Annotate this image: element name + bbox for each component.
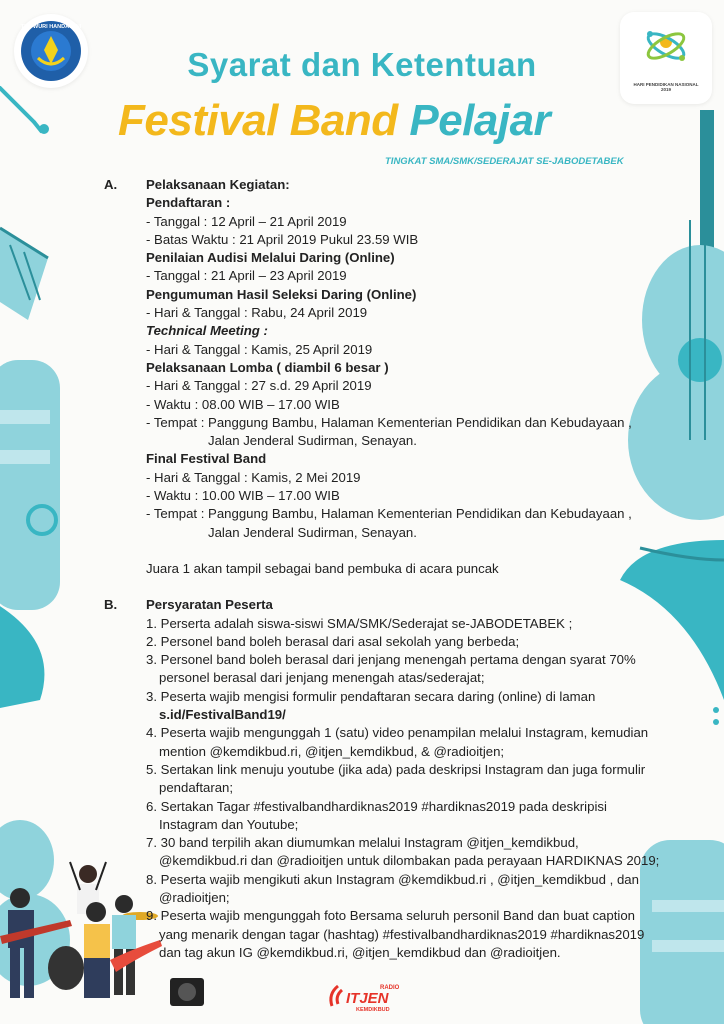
requirement-8-cont: @radioitjen; <box>159 889 230 905</box>
final-title: Final Festival Band <box>146 451 267 467</box>
competition-title: Pelaksanaan Lomba ( diambil 6 besar ) <box>146 359 389 375</box>
announcement-date: - Hari & Tanggal : Rabu, 24 April 2019 <box>146 305 368 321</box>
registration-title: Pendaftaran : <box>146 195 231 211</box>
section-b <box>104 596 664 962</box>
requirement-6: 6. Sertakan Tagar #festivalbandhardiknas2019 #hardiknas2019 pada deskripisi <box>146 798 607 814</box>
registration-link: s.id/FestivalBand19/ <box>159 707 286 723</box>
audition-title: Penilaian Audisi Melalui Daring (Online) <box>146 250 395 266</box>
requirement-9: 9. Peserta wajib mengunggah foto Bersama seluruh personil Band dan buat caption <box>146 908 635 924</box>
requirement-3-cont: personel berasal dari jenjang menengah atas/sederajat; <box>159 670 485 686</box>
requirement-4-cont: mention @kemdikbud.ri, @itjen_kemdikbud, & @radioitjen; <box>159 743 505 759</box>
festival-subtitle: TINGKAT SMA/SMK/SEDERAJAT SE-JABODETABEK <box>385 156 624 167</box>
technical-title: Technical Meeting : <box>146 323 268 339</box>
hardiknas-caption-year: 2019 <box>660 87 671 92</box>
terms-content <box>104 176 664 962</box>
section-a-heading: Pelaksanaan Kegiatan: <box>146 177 290 192</box>
festival-title <box>118 96 550 146</box>
competition-time: - Waktu : 08.00 WIB – 17.00 WIB <box>146 396 340 412</box>
logo-motto-text: TUT WURI HANDAYANI <box>20 24 82 30</box>
requirement-1: 1. Perserta adalah siswa-siswi SMA/SMK/Sederajat se-JABODETABEK ; <box>146 615 573 631</box>
radio-brand: ITJEN <box>346 990 389 1007</box>
final-date: - Hari & Tanggal : Kamis, 2 Mei 2019 <box>146 469 361 485</box>
requirement-8: 8. Peserta wajib mengikuti akun Instagram @kemdikbud.ri , @itjen_kemdikbud , dan <box>146 871 639 887</box>
requirement-4: 4. Peserta wajib mengunggah 1 (satu) video penampilan melalui Instagram, kemudian <box>146 725 649 741</box>
requirement-7-cont: @kemdikbud.ri dan @radioitjen untuk dilombakan pada perayaan HARDIKNAS 2019; <box>159 853 660 869</box>
requirement-5: 5. Sertakan link menuju youtube (jika ada) pada deskripsi Instagram dan juga formulir <box>146 761 646 777</box>
competition-date: - Hari & Tanggal : 27 s.d. 29 April 2019 <box>146 378 372 394</box>
festival-title-word3: Pelajar <box>409 96 551 145</box>
radio-label: RADIO <box>380 985 400 991</box>
section-b-letter: B. <box>104 597 118 613</box>
drum-icon <box>0 228 48 320</box>
final-place-cont: Jalan Jenderal Sudirman, Senayan. <box>208 524 417 540</box>
requirement-7: 7. 30 band terpilih akan diumumkan melalui Instagram @itjen_kemdikbud, <box>146 835 579 851</box>
section-b-heading: Persyaratan Peserta <box>146 597 273 613</box>
drumstick-icon <box>0 88 49 134</box>
audition-date: - Tanggal : 21 April – 23 April 2019 <box>146 268 347 284</box>
registration-deadline: - Batas Waktu : 21 April 2019 Pukul 23.59 WIB <box>146 231 419 247</box>
requirement-9-cont2: dan tag akun IG @kemdikbud.ri, @itjen_kemdikbud dan @radioitjen. <box>159 944 561 960</box>
section-a-letter: A. <box>104 177 118 192</box>
radio-sub: KEMDIKBUD <box>356 1007 390 1013</box>
requirement-3b: 3. Peserta wajib mengisi formulir pendaftaran secara daring (online) di laman <box>146 688 596 704</box>
page-title: Syarat dan Ketentuan <box>187 46 537 83</box>
requirement-2: 2. Personel band boleh berasal dari asal sekolah yang berbeda; <box>146 633 520 649</box>
radio-itjen-logo <box>324 976 404 1016</box>
section-a-body <box>146 176 664 578</box>
hardiknas-caption-line1: HARI PENDIDIKAN NASIONAL <box>633 82 699 87</box>
final-place: - Tempat : Panggung Bambu, Halaman Kementerian Pendidikan dan Kebudayaan , <box>146 506 632 522</box>
festival-title-word2: Band <box>289 96 398 145</box>
section-b-body <box>146 596 664 962</box>
winner-note: Juara 1 akan tampil sebagai band pembuka di acara puncak <box>146 560 499 576</box>
competition-place-cont: Jalan Jenderal Sudirman, Senayan. <box>208 433 417 449</box>
technical-date: - Hari & Tanggal : Kamis, 25 April 2019 <box>146 341 373 357</box>
section-a <box>104 176 664 578</box>
requirement-3: 3. Personel band boleh berasal dari jenjang menengah pertama dengan syarat 70% <box>146 652 636 668</box>
registration-date: - Tanggal : 12 April – 21 April 2019 <box>146 213 347 229</box>
requirement-5-cont: pendaftaran; <box>159 780 234 796</box>
festival-title-word1: Festival <box>118 96 278 145</box>
requirement-9-cont: yang menarik dengan tagar (hashtag) #festivalbandhardiknas2019 #hardiknas2019 <box>159 926 645 942</box>
final-time: - Waktu : 10.00 WIB – 17.00 WIB <box>146 488 340 504</box>
competition-place: - Tempat : Panggung Bambu, Halaman Kementerian Pendidikan dan Kebudayaan , <box>146 414 632 430</box>
requirement-6-cont: Instagram dan Youtube; <box>159 816 299 832</box>
tuba-icon <box>0 360 60 710</box>
announcement-title: Pengumuman Hasil Seleksi Daring (Online) <box>146 286 417 302</box>
